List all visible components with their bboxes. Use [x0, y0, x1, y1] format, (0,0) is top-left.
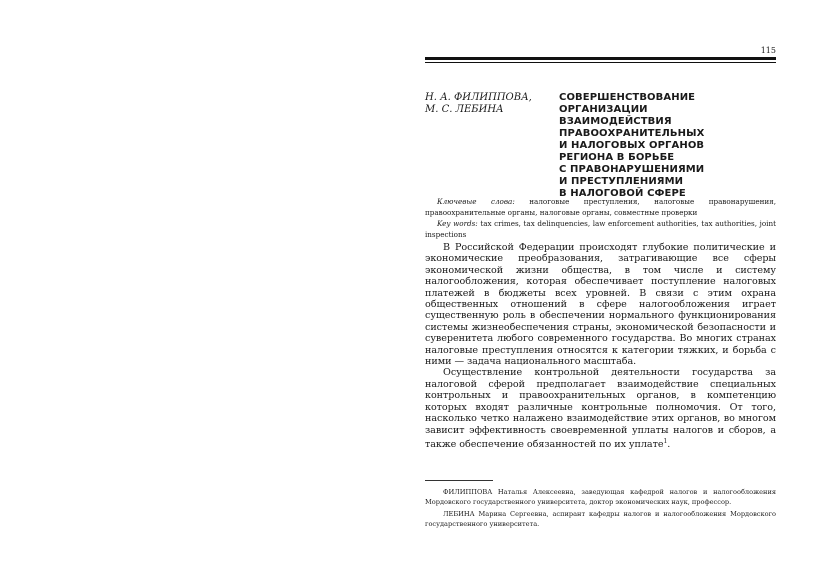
title-line: СОВЕРШЕНСТВОВАНИЕ [559, 92, 696, 103]
title-line: ВЗАИМОДЕЙСТВИЯ [559, 116, 672, 127]
article-body [425, 242, 776, 451]
title-line: В НАЛОГОВОЙ СФЕРЕ [559, 188, 686, 199]
title-line: И ПРЕСТУПЛЕНИЯМИ [559, 176, 684, 187]
body-paragraph: В Российской Федерации происходят глубокие политические и экономические преобразования, затрагивающие все сферы экономической жизни общества, в том числе и систему налогообложения, которая обеспечивает поступление налоговых платежей в бюджеты всех уровней. В связи с этим охрана общественных отношений в сфере налогообложения играет существенную роль в обеспечении нормального функционирования системы жизнеобеспечения страны, экономической безопасности и суверенитета любого современного государства. Во многих странах налоговые преступления относятся к категории тяжких, и борьба с ними — задача национального масштаба. [425, 242, 776, 368]
keywords-en [425, 218, 776, 240]
author-1: Н. А. ФИЛИППОВА, [425, 92, 532, 103]
title-line: И НАЛОГОВЫХ ОРГАНОВ [559, 140, 705, 151]
keywords-en-text: tax crimes, tax delinquencies, law enforcement authorities, tax authorities, joint inspections [425, 219, 776, 239]
article-authors [425, 92, 550, 116]
header-rule-thick [425, 57, 776, 60]
keywords-block [425, 196, 776, 240]
title-line: ПРАВООХРАНИТЕЛЬНЫХ [559, 128, 705, 139]
article-title [559, 92, 776, 200]
body-paragraph [425, 367, 776, 450]
paragraph-2-end: . [667, 439, 671, 451]
footnote-rule [425, 480, 493, 481]
page-number: 115 [760, 46, 776, 55]
author-footnotes [425, 487, 776, 531]
header-rule-thin [425, 62, 776, 63]
author-2: М. С. ЛЕБИНА [425, 104, 504, 115]
title-line: РЕГИОНА В БОРЬБЕ [559, 152, 675, 163]
keywords-ru-text: налоговые преступления, налоговые правонарушения, правоохранительные органы, налоговые органы, совместные проверки [425, 197, 776, 217]
paragraph-2-text: Осуществление контрольной деятельности государства за налоговой сферой предполагает взаимодействие специальных контрольных и правоохранительных органов, в компетенцию которых входят различные контрольные полномочия. От того, насколько четко налажено взаимодействие этих органов, во многом зависит эффективность своевременной уплаты налогов и сборов, а также обеспечение обязанностей по их уплате [425, 367, 776, 451]
keywords-ru-label: Ключевые слова: [437, 197, 515, 206]
title-line: ОРГАНИЗАЦИИ [559, 104, 648, 115]
footnote-author-1: ФИЛИППОВА Наталья Алексеевна, заведующая кафедрой налогов и налогообложения Мордовского государственного университета, доктор экономических наук, профессор. [425, 488, 776, 506]
title-line: С ПРАВОНАРУШЕНИЯМИ [559, 164, 705, 175]
footnote-mark: 1 [663, 437, 668, 445]
keywords-en-label: Key words: [437, 219, 478, 228]
keywords-ru [425, 196, 776, 218]
footnote-author-2: ЛЕБИНА Марина Сергеевна, аспирант кафедры налогов и налогообложения Мордовского государственного университета. [425, 510, 776, 528]
